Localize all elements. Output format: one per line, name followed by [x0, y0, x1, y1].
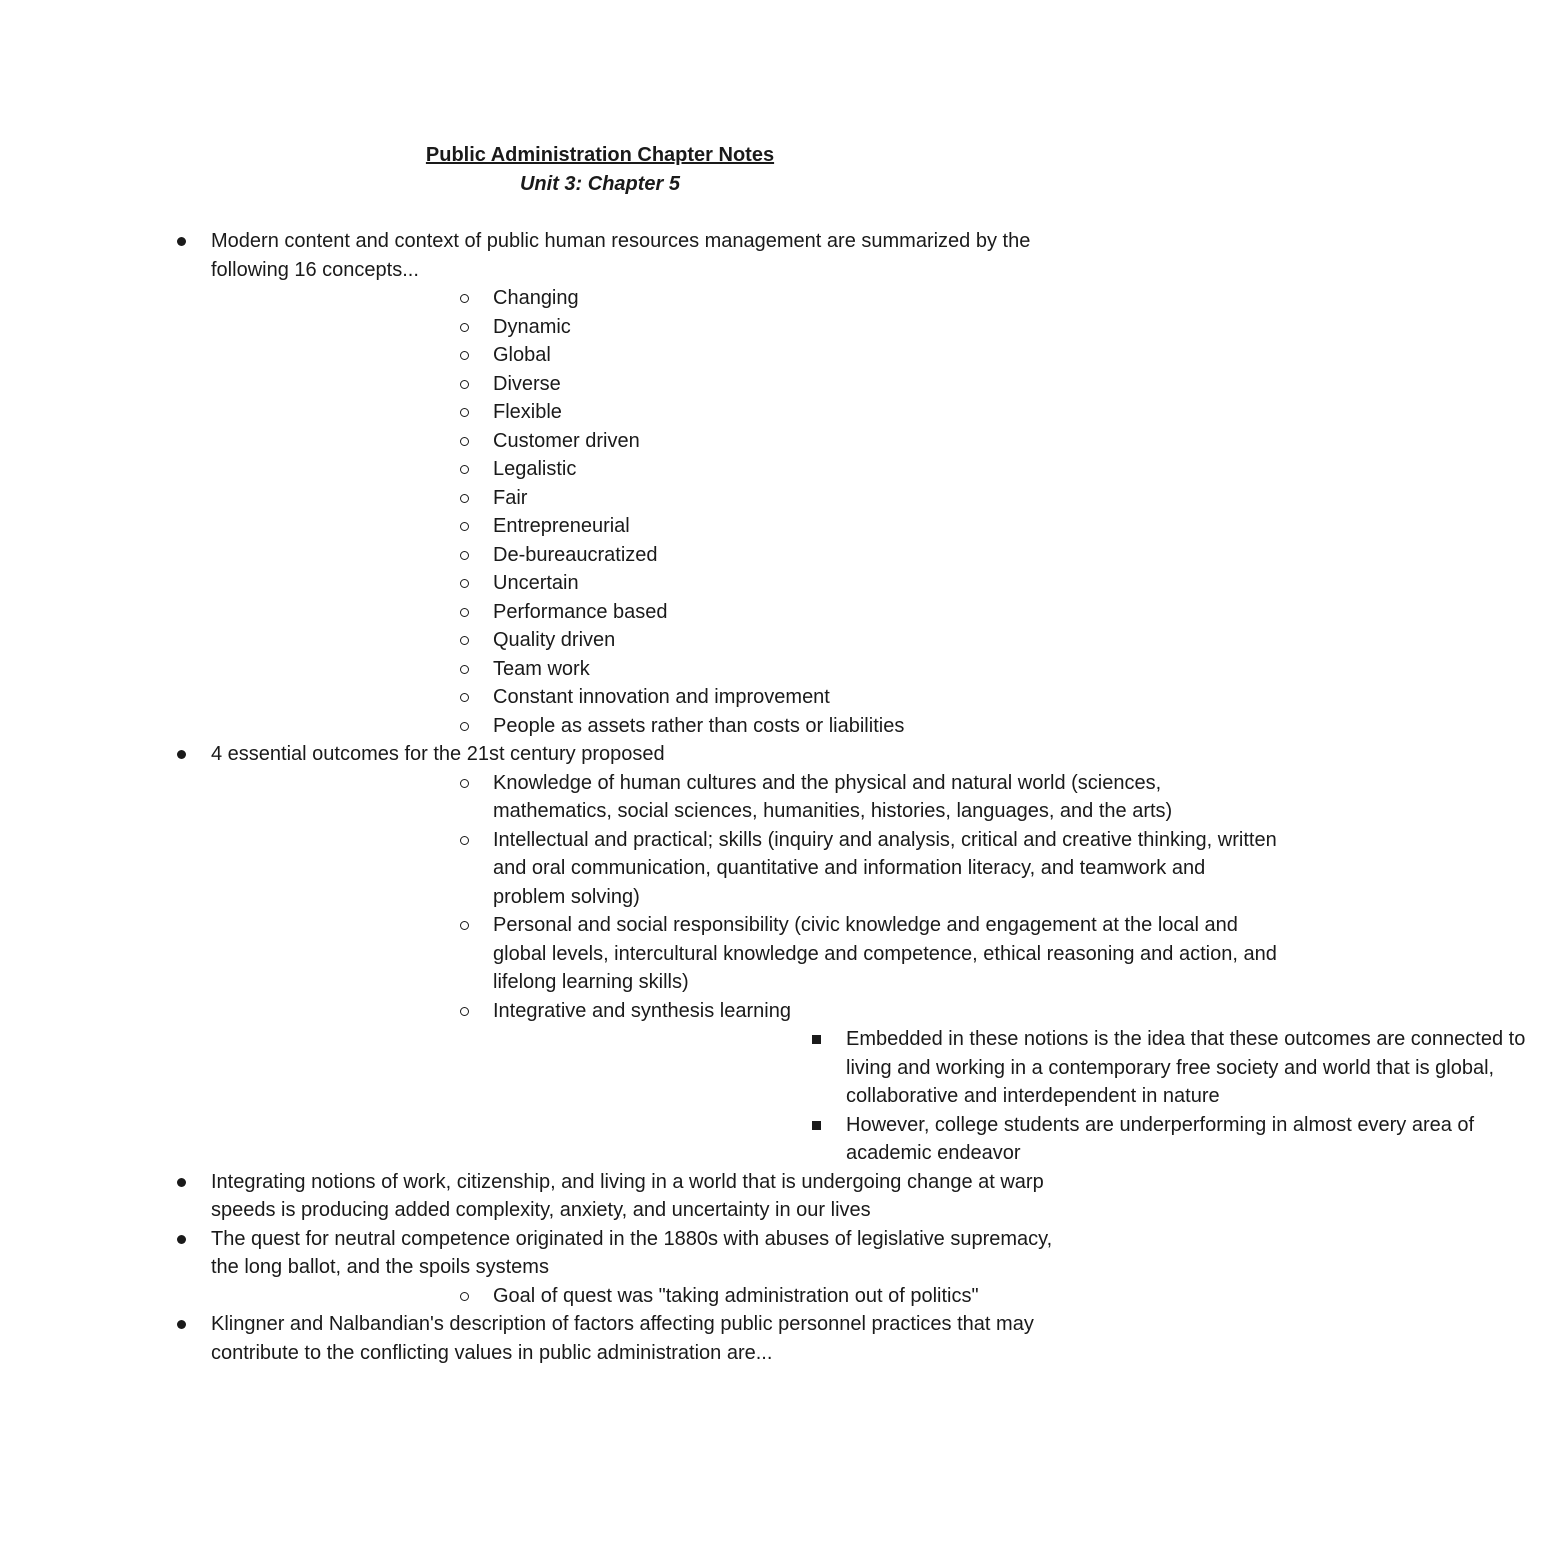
bullet-square-icon: [812, 1035, 821, 1044]
bullet-dot-icon: [177, 237, 186, 246]
bullet-circle-icon: [460, 408, 469, 417]
notes-body: [0, 227, 1526, 1367]
sub-item: [211, 370, 1282, 399]
sub-item: [211, 712, 1282, 741]
bullet-circle-icon: [460, 608, 469, 617]
bullet-circle-icon: [460, 494, 469, 503]
sub-item: [211, 541, 1282, 570]
bullet-circle-icon: [460, 836, 469, 845]
document-title: Public Administration Chapter Notes: [425, 144, 775, 166]
sub-item: [211, 769, 1282, 826]
bullet-circle-icon: [460, 380, 469, 389]
sub-item-text: People as assets rather than costs or liabilities: [493, 714, 905, 737]
bullet-circle-icon: [460, 722, 469, 731]
sub-item: [211, 1282, 1282, 1311]
note-text: 4 essential outcomes for the 21st century proposed: [211, 743, 665, 765]
sub-item-text: Uncertain: [493, 572, 579, 594]
note-text: Klingner and Nalbandian's description of factors affecting public personnel practices that may contribute to the conflicting values in public administration are...: [211, 1313, 1034, 1364]
sub-item: [211, 598, 1282, 627]
sub-item-text: Constant innovation and improvement: [493, 686, 830, 708]
sub-item: [211, 569, 1282, 598]
bullet-circle-icon: [460, 551, 469, 560]
sub-list: [211, 284, 1071, 740]
sub-sub-list: [493, 1025, 1526, 1168]
bullet-dot-icon: [177, 1178, 186, 1187]
sub-item: [211, 655, 1282, 684]
bullet-circle-icon: [460, 1007, 469, 1016]
sub-item-text: De-bureaucratized: [493, 543, 658, 566]
sub-item-text: Global: [493, 344, 551, 366]
note-text: The quest for neutral competence originated in the 1880s with abuses of legislative supremacy, the long ballot, and the spoils systems: [211, 1227, 1053, 1278]
sub-item-text: Goal of quest was "taking administration out of politics": [493, 1284, 979, 1307]
bullet-dot-icon: [177, 750, 186, 759]
sub-item-text: Personal and social responsibility (civic knowledge and engagement at the local and global levels, intercultural knowledge and competence, ethical reasoning and action, and lifelong learning skills): [493, 914, 1277, 993]
sub-sub-item: [493, 1111, 1564, 1168]
sub-sub-item-text: However, college students are underperforming in almost every area of academic endeavor: [846, 1113, 1475, 1164]
notes-list: [0, 227, 1526, 1367]
bullet-circle-icon: [460, 465, 469, 474]
sub-item: [211, 427, 1282, 456]
sub-item: [211, 826, 1282, 912]
sub-item-text: Team work: [493, 657, 590, 680]
sub-item: [211, 284, 1282, 313]
sub-item-text: Legalistic: [493, 458, 577, 480]
note-item: [0, 1310, 1071, 1367]
sub-item-text: Performance based: [493, 600, 668, 623]
note-item: [0, 227, 1071, 740]
bullet-circle-icon: [460, 522, 469, 531]
note-text: Integrating notions of work, citizenship, and living in a world that is undergoing change at warp speeds is producing added complexity, anxiety, and uncertainty in our lives: [211, 1170, 1044, 1221]
sub-item-text: Dynamic: [493, 315, 571, 338]
bullet-dot-icon: [177, 1320, 186, 1329]
sub-item: [211, 911, 1282, 997]
note-item: [0, 1168, 1071, 1225]
bullet-circle-icon: [460, 323, 469, 332]
note-item: [0, 1225, 1071, 1311]
note-item: [0, 740, 1526, 1168]
sub-item-text: Entrepreneurial: [493, 515, 630, 537]
bullet-circle-icon: [460, 294, 469, 303]
sub-item: [211, 455, 1282, 484]
sub-item-text: Integrative and synthesis learning: [493, 999, 791, 1022]
sub-item-text: Changing: [493, 287, 579, 309]
sub-item-text: Flexible: [493, 401, 562, 423]
sub-sub-item-text: Embedded in these notions is the idea that these outcomes are connected to living and working in a contemporary free society and world that is global, collaborative and interdependent in nature: [846, 1028, 1526, 1107]
sub-item: [211, 997, 1526, 1168]
sub-list: [211, 1282, 1071, 1311]
sub-item: [211, 341, 1282, 370]
document-subtitle: Unit 3: Chapter 5: [519, 173, 681, 195]
sub-item-text: Diverse: [493, 372, 561, 395]
sub-item-text: Quality driven: [493, 629, 616, 651]
sub-item: [211, 313, 1282, 342]
bullet-circle-icon: [460, 636, 469, 645]
sub-item: [211, 512, 1282, 541]
bullet-circle-icon: [460, 665, 469, 674]
bullet-dot-icon: [177, 1235, 186, 1244]
sub-item-text: Fair: [493, 486, 528, 509]
sub-item: [211, 683, 1282, 712]
bullet-circle-icon: [460, 693, 469, 702]
sub-item-text: Intellectual and practical; skills (inquiry and analysis, critical and creative thinking, written and oral communication, quantitative and information literacy, and teamwork and problem solving): [493, 828, 1277, 908]
sub-item: [211, 626, 1282, 655]
sub-sub-item: [493, 1025, 1564, 1111]
bullet-circle-icon: [460, 579, 469, 588]
bullet-circle-icon: [460, 779, 469, 788]
note-text: Modern content and context of public human resources management are summarized by the following 16 concepts...: [211, 230, 1031, 281]
bullet-circle-icon: [460, 351, 469, 360]
bullet-circle-icon: [460, 921, 469, 930]
bullet-circle-icon: [460, 1292, 469, 1301]
sub-item-text: Customer driven: [493, 429, 640, 452]
sub-item-text: Knowledge of human cultures and the physical and natural world (sciences, mathematics, social sciences, humanities, histories, languages, and the arts): [493, 771, 1173, 822]
bullet-square-icon: [812, 1121, 821, 1130]
bullet-circle-icon: [460, 437, 469, 446]
sub-item: [211, 484, 1282, 513]
sub-list: [211, 769, 1526, 1168]
sub-item: [211, 398, 1282, 427]
